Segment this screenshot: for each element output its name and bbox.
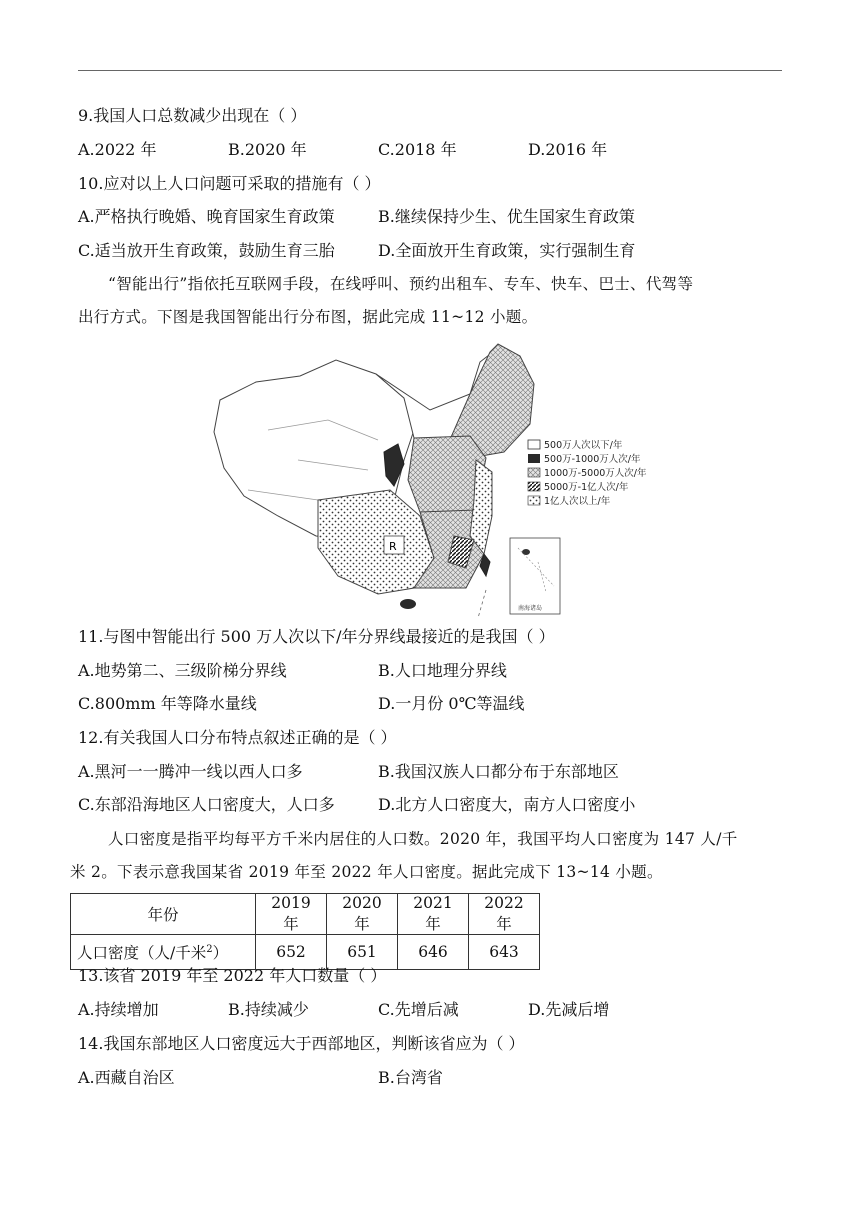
q11-stem: 11.与图中智能出行 500 万人次以下/年分界线最接近的是我国（ ） [78,627,555,646]
header-rule [78,70,782,71]
q14-option-b: B.台湾省 [378,1068,443,1087]
q10-option-c: C.适当放开生育政策，鼓励生育三胎 [78,241,335,260]
q10-stem: 10.应对以上人口问题可采取的措施有（ ） [78,174,381,193]
map-hainan [400,599,416,609]
table-row-years [71,894,540,935]
q13-stem: 13.该省 2019 年至 2022 年人口数量（ ） [78,966,387,985]
map-label-r: R [389,540,397,553]
legend-swatch-white [528,440,540,449]
q11-option-b: B.人口地理分界线 [378,661,507,680]
map-inset-label: 南海诸岛 [518,605,543,612]
q11-option-d: D.一月份 0℃等温线 [378,694,525,713]
q12-option-d: D.北方人口密度大，南方人口密度小 [378,795,636,814]
q12-stem: 12.有关我国人口分布特点叙述正确的是（ ） [78,728,397,747]
q9-option-b: B.2020 年 [228,140,307,159]
q9-option-d: D.2016 年 [528,140,608,159]
population-density-table [70,893,540,970]
q11-option-c: C.800mm 年等降水量线 [78,694,257,713]
q12-option-b: B.我国汉族人口都分布于东部地区 [378,762,619,781]
table-header-density: 人口密度（人/千米$^2$） [71,935,256,970]
q11-option-a: A.地势第二、三级阶梯分界线 [78,661,287,680]
table-cell: 643 [469,935,540,970]
q13-option-d: D.先减后增 [528,1000,610,1019]
q9-stem: 9.我国人口总数减少出现在（ ） [78,106,307,125]
legend-swatch-cross [528,468,540,477]
table-cell: 652 [256,935,327,970]
legend-label-4: 5000万-1亿人次/年 [544,482,629,493]
table-cell: 651 [327,935,398,970]
map-southwest-region [318,490,434,594]
q10-option-b: B.继续保持少生、优生国家生育政策 [378,207,635,226]
legend-label-3: 1000万-5000万人次/年 [544,468,647,479]
q12-option-c: C.东部沿海地区人口密度大，人口多 [78,795,335,814]
legend-swatch-dark [528,454,540,463]
legend-label-2: 500万-1000万人次/年 [544,454,641,465]
legend-swatch-dots [528,496,540,505]
q10-option-a: A.严格执行晚婚、晚育国家生育政策 [78,207,335,226]
map-legend [528,439,647,507]
table-row-density [71,935,540,970]
passage2-line1: 人口密度是指平均每平方千米内居住的人口数。2020 年，我国平均人口密度为 147 人/千 [108,830,738,848]
passage1-line1: “智能出行”指依托互联网手段，在线呼叫、预约出租车、专车、快车、巴士、代驾等 [108,275,694,293]
table-cell: 2022 年 [469,894,540,935]
table-cell: 646 [398,935,469,970]
q13-option-a: A.持续增加 [78,1000,159,1019]
q14-stem: 14.我国东部地区人口密度远大于西部地区，判断该省应为（ ） [78,1034,525,1053]
q13-option-b: B.持续减少 [228,1000,309,1019]
table-cell: 2020 年 [327,894,398,935]
q13-option-c: C.先增后减 [378,1000,459,1019]
map-inset [510,538,560,614]
legend-label-1: 500万人次以下/年 [544,440,623,451]
q9-option-c: C.2018 年 [378,140,457,159]
legend-label-5: 1亿人次以上/年 [544,496,611,507]
smart-travel-map [208,340,678,622]
q12-option-a: A.黑河一一腾冲一线以西人口多 [78,762,303,781]
table-header-year: 年份 [71,894,256,935]
passage2-line2: 米 2。下表示意我国某省 2019 年至 2022 年人口密度。据此完成下 13~14 小题。 [70,863,663,881]
passage1-line2: 出行方式。下图是我国智能出行分布图，据此完成 11~12 小题。 [78,308,538,326]
q14-option-a: A.西藏自治区 [78,1068,175,1087]
table-cell: 2021 年 [398,894,469,935]
q9-option-a: A.2022 年 [78,140,157,159]
q10-option-d: D.全面放开生育政策，实行强制生育 [378,241,636,260]
legend-swatch-hatch [528,482,540,491]
table-cell: 2019 年 [256,894,327,935]
